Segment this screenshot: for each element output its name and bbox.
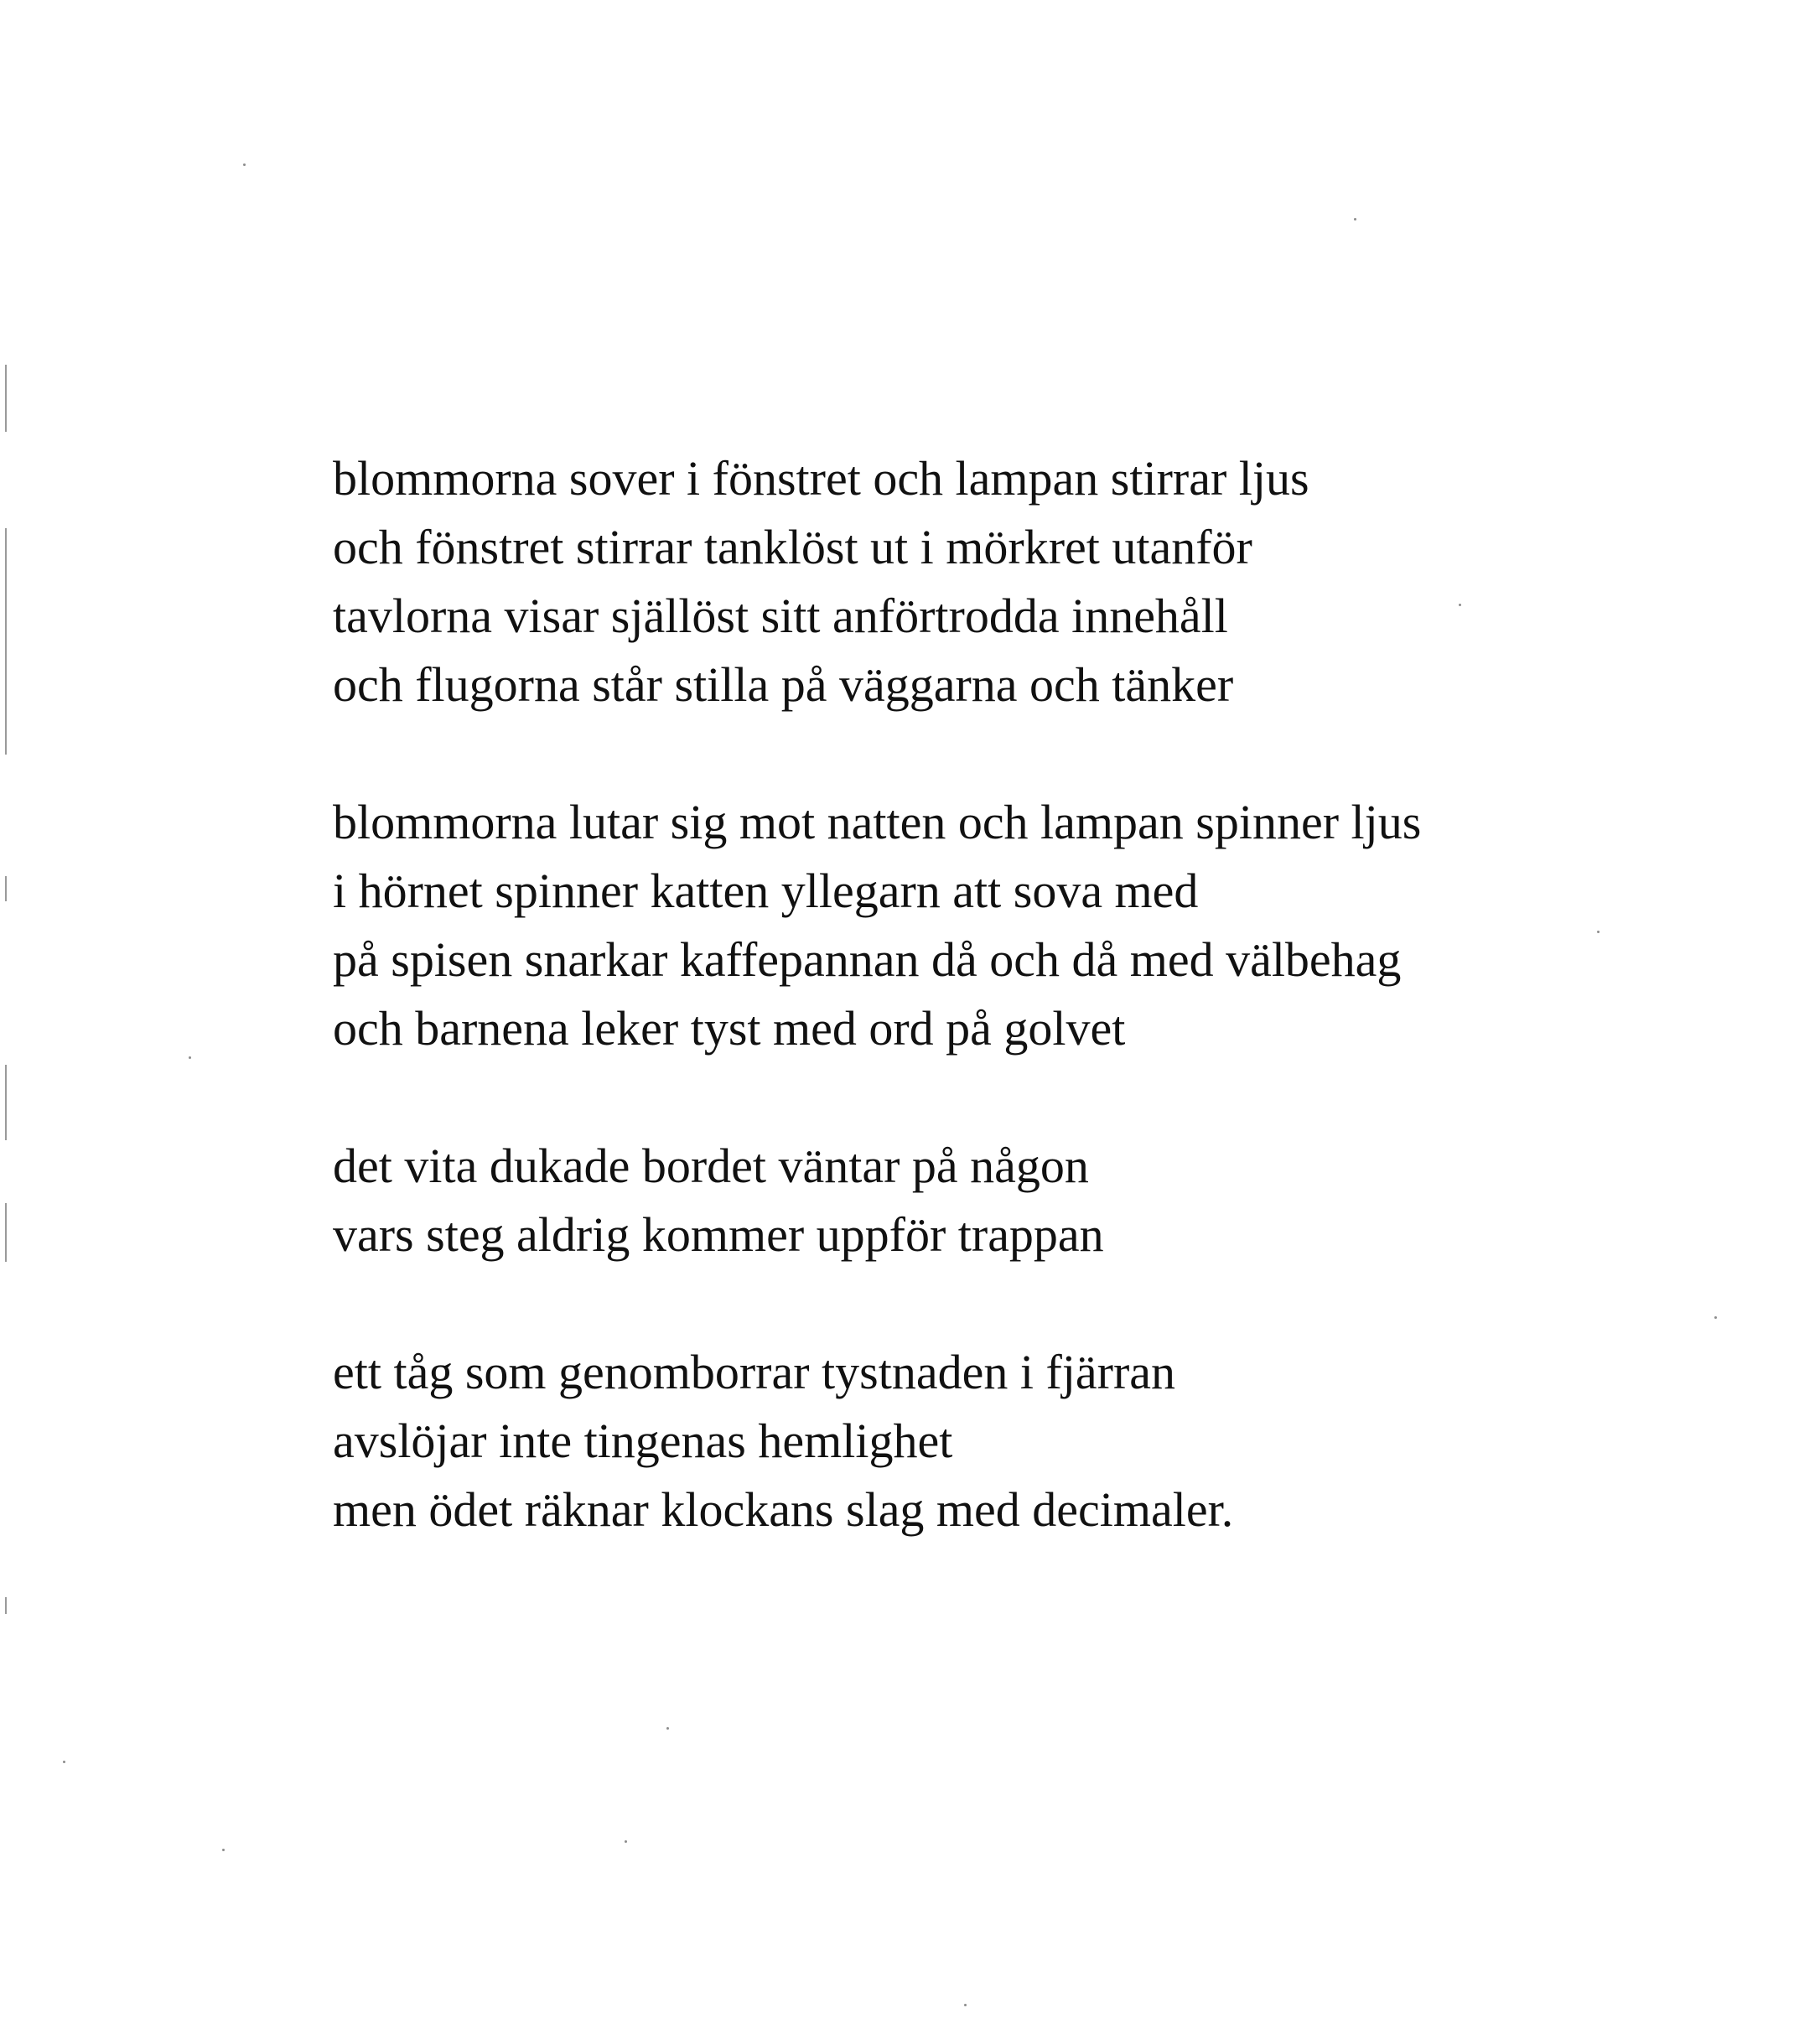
poem-line: avslöjar inte tingenas hemlighet: [333, 1414, 953, 1468]
poem-line: blommorna lutar sig mot natten och lampan spinner ljus: [333, 795, 1422, 849]
poem-line: och barnena leker tyst med ord på golvet: [333, 1001, 1126, 1056]
stanza-4: [333, 1338, 1716, 1544]
scan-speck: [1354, 218, 1356, 221]
poem-line: och flugorna står stilla på väggarna och tänker: [333, 657, 1234, 712]
scan-edge-mark: [5, 1203, 7, 1262]
scan-speck: [964, 2004, 967, 2006]
scan-edge-mark: [5, 1597, 7, 1614]
poem-line: vars steg aldrig kommer uppför trappan: [333, 1207, 1104, 1262]
stanza-1: [333, 444, 1716, 719]
poem-line: tavlorna visar själlöst sitt anförtrodda innehåll: [333, 589, 1228, 643]
stanza-2: [333, 788, 1716, 1063]
scan-speck: [666, 1727, 669, 1730]
scan-speck: [243, 163, 246, 166]
scan-edge-mark: [5, 365, 7, 432]
scan-speck: [189, 1056, 191, 1059]
scan-edge-mark: [5, 528, 7, 755]
poem-line: på spisen snarkar kaffepannan då och då med välbehag: [333, 932, 1402, 987]
stanza-3: [333, 1132, 1716, 1269]
poem-line: det vita dukade bordet väntar på någon: [333, 1139, 1089, 1193]
poem-line: och fönstret stirrar tanklöst ut i mörkret utanför: [333, 520, 1252, 574]
scan-edge-mark: [5, 1065, 7, 1140]
poem: [333, 444, 1716, 1544]
poem-line: i hörnet spinner katten yllegarn att sova med: [333, 864, 1199, 918]
scan-speck: [625, 1840, 627, 1843]
scan-speck: [63, 1761, 65, 1763]
poem-line: blommorna sover i fönstret och lampan stirrar ljus: [333, 451, 1309, 506]
poem-line: men ödet räknar klockans slag med decimaler.: [333, 1482, 1234, 1537]
scan-speck: [222, 1849, 225, 1851]
poem-line: ett tåg som genomborrar tystnaden i fjärran: [333, 1345, 1176, 1399]
scan-edge-mark: [5, 876, 7, 901]
